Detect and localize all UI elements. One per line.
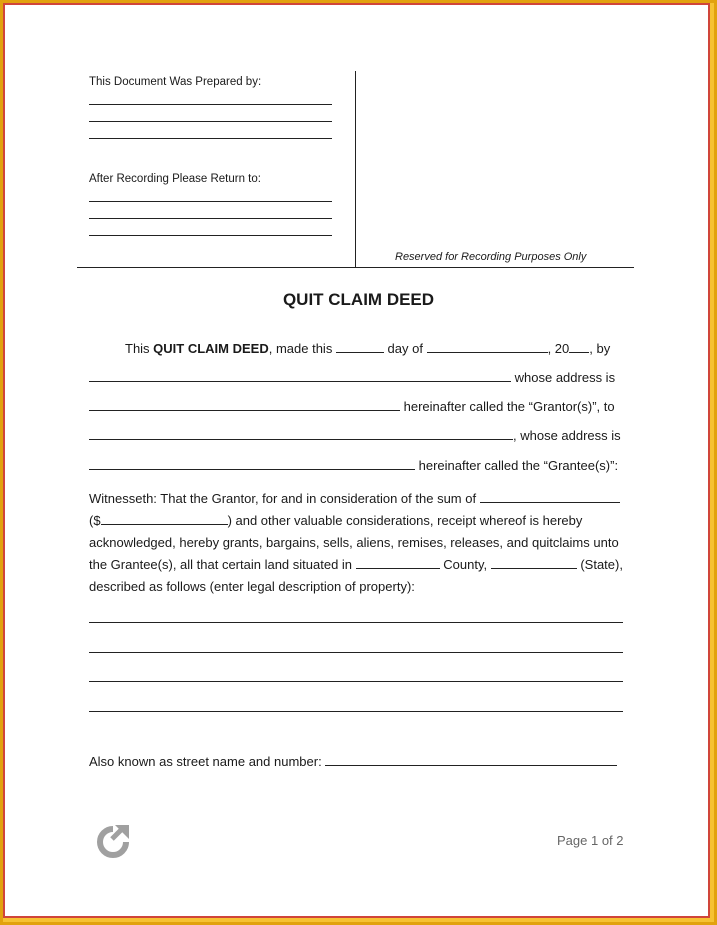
witness-l2-suffix: ) and other valuable considerations, receipt whereof is hereby (227, 513, 583, 528)
header-bottom-rule (77, 267, 634, 268)
line1-prefix: This (125, 341, 154, 356)
witness-l4-prefix: the Grantee(s), all that certain land situated in (89, 557, 356, 572)
prepared-by-line-3 (89, 138, 332, 139)
witness-line-3: acknowledged, hereby grants, bargains, sells, aliens, remises, releases, and quitclaims unto (89, 535, 619, 550)
witness-line-2 (89, 510, 634, 532)
grantor-name-blank[interactable] (89, 369, 511, 382)
page-title: QUIT CLAIM DEED (282, 290, 435, 309)
return-to-line-2 (89, 218, 332, 219)
legal-description-line-4[interactable] (89, 711, 623, 712)
return-to-label: After Recording Please Return to: (89, 173, 261, 185)
sum-amount-blank[interactable] (101, 512, 228, 525)
legal-description-line-2[interactable] (89, 652, 623, 653)
line1-bold: QUIT CLAIM DEED (153, 341, 269, 356)
grantee-address-blank[interactable] (89, 457, 415, 470)
witness-l4-county: County, (439, 557, 491, 572)
witness-line-5: described as follows (enter legal description of property): (89, 579, 415, 594)
street-blank[interactable] (325, 753, 617, 766)
day-blank[interactable] (336, 340, 384, 353)
state-blank[interactable] (491, 556, 577, 569)
witness-paragraph (89, 488, 634, 598)
line2-text: whose address is (514, 370, 616, 385)
sum-words-blank[interactable] (480, 490, 620, 503)
deed-line-1 (125, 340, 610, 356)
legal-description-line-1[interactable] (89, 622, 623, 623)
witness-line-1 (89, 488, 634, 510)
return-to-line-3 (89, 235, 332, 236)
street-row (89, 753, 617, 769)
line1-by: , by (589, 341, 611, 356)
prepared-by-line-1 (89, 104, 332, 105)
county-blank[interactable] (356, 556, 440, 569)
witness-l2-prefix: ($ (89, 513, 101, 528)
line3-text: hereinafter called the “Grantor(s)”, to (403, 399, 615, 414)
reserved-label: Reserved for Recording Purposes Only (395, 251, 587, 263)
street-label: Also known as street name and number: (89, 754, 326, 769)
deed-line-3 (89, 398, 615, 414)
legal-description-line-3[interactable] (89, 681, 623, 682)
line4-text: , whose address is (513, 428, 621, 443)
deed-line-4 (89, 427, 621, 443)
return-to-line-1 (89, 201, 332, 202)
header-divider (355, 71, 356, 267)
grantee-name-blank[interactable] (89, 427, 513, 440)
prepared-by-line-2 (89, 121, 332, 122)
grantor-address-blank[interactable] (89, 398, 400, 411)
arrow-refresh-icon (95, 823, 131, 861)
line1-day-of: day of (383, 341, 427, 356)
prepared-by-label: This Document Was Prepared by: (89, 76, 262, 88)
witness-l1-text: Witnesseth: That the Grantor, for and in consideration of the sum of (89, 491, 480, 506)
month-blank[interactable] (427, 340, 548, 353)
witness-line-4 (89, 554, 634, 576)
year-blank[interactable] (569, 340, 589, 353)
witness-l4-state: (State), (576, 557, 623, 572)
line5-text: hereinafter called the “Grantee(s)”: (418, 458, 619, 473)
deed-line-2 (89, 369, 615, 385)
page-number: Page 1 of 2 (557, 833, 624, 848)
line1-year: , 20 (547, 341, 570, 356)
deed-line-5 (89, 457, 618, 473)
line1-made-this: , made this (268, 341, 336, 356)
